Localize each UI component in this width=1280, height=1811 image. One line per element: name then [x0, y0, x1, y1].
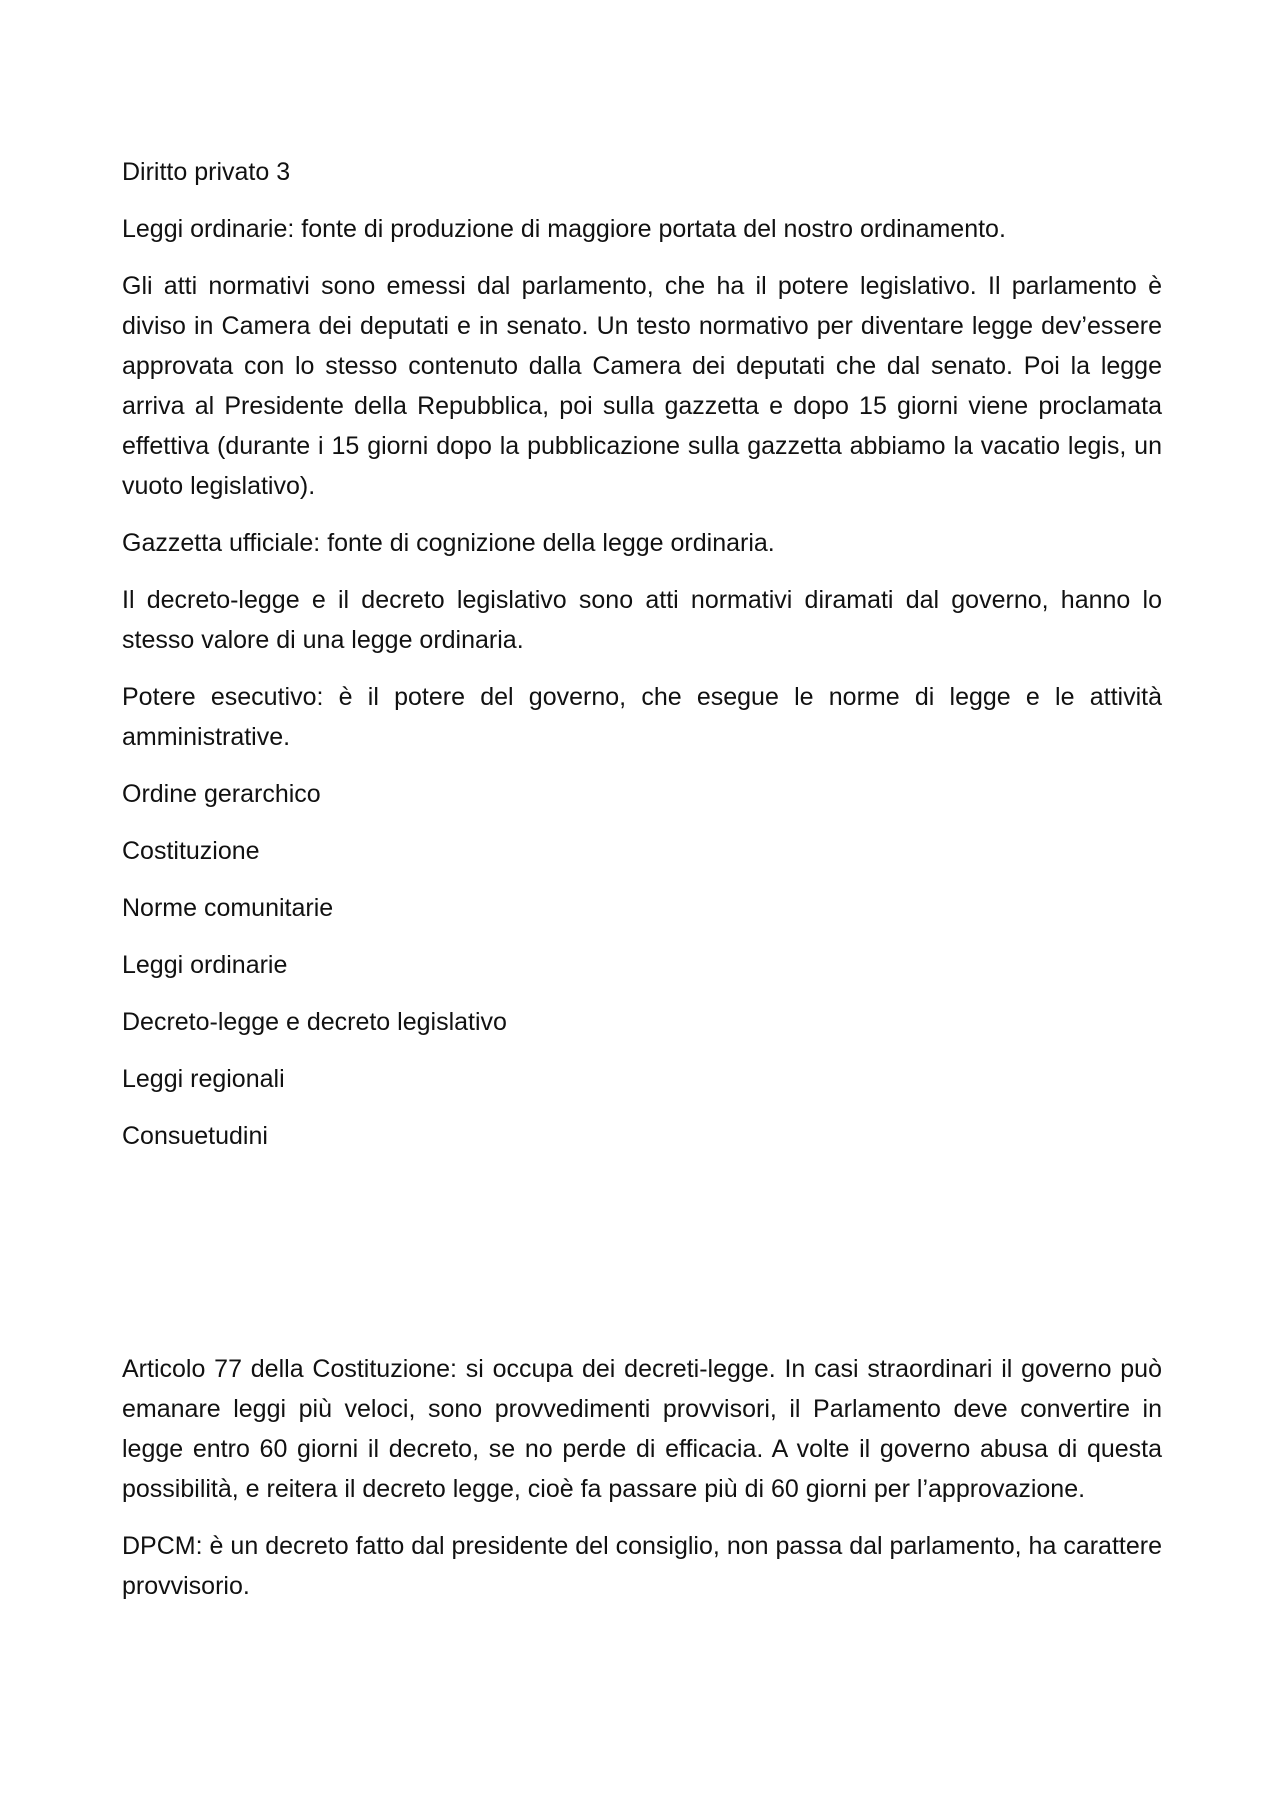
paragraph-gazzetta-ufficiale: Gazzetta ufficiale: fonte di cognizione della legge ordinaria. [122, 529, 775, 557]
document-body-bottom [122, 1349, 1162, 1623]
paragraph-decreto-legge: Il decreto-legge e il decreto legislativo sono atti normativi diramati dal governo, hanno lo stesso valore di una legge ordinaria. [122, 586, 1162, 654]
hierarchy-item: Leggi regionali [122, 1065, 285, 1093]
hierarchy-item: Leggi ordinarie [122, 951, 288, 979]
document-body-top [122, 152, 1162, 1173]
paragraph-potere-esecutivo: Potere esecutivo: è il potere del governo, che esegue le norme di legge e le attività amministrative. [122, 683, 1162, 751]
hierarchy-item: Norme comunitarie [122, 894, 334, 922]
paragraph-atti-normativi: Gli atti normativi sono emessi dal parlamento, che ha il potere legislativo. Il parlamento è diviso in Camera dei deputati e in senato. Un testo normativo per diventare legge dev’essere approvata con lo stesso contenuto dalla Camera dei deputati che dal senato. Poi la legge arriva al Presidente della Repubblica, poi sulla gazzetta e dopo 15 giorni viene proclamata effettiva (durante i 15 giorni dopo la pubblicazione sulla gazzetta abbiamo la vacatio legis, un vuoto legislativo). [122, 272, 1162, 500]
hierarchy-item: Decreto-legge e decreto legislativo [122, 1008, 507, 1036]
paragraph-dpcm: DPCM: è un decreto fatto dal presidente del consiglio, non passa dal parlamento, ha carattere provvisorio. [122, 1532, 1162, 1600]
paragraph-articolo-77: Articolo 77 della Costituzione: si occupa dei decreti-legge. In casi straordinari il governo può emanare leggi più veloci, sono provvedimenti provvisori, il Parlamento deve convertire in legge entro 60 giorni il decreto, se no perde di efficacia. A volte il governo abusa di questa possibilità, e reitera il decreto legge, cioè fa passare più di 60 giorni per l’approvazione. [122, 1355, 1162, 1503]
hierarchy-item: Consuetudini [122, 1122, 268, 1150]
hierarchy-title: Ordine gerarchico [122, 780, 321, 808]
paragraph-leggi-ordinarie: Leggi ordinarie: fonte di produzione di maggiore portata del nostro ordinamento. [122, 215, 1006, 243]
document-title: Diritto privato 3 [122, 158, 291, 186]
hierarchy-item: Costituzione [122, 837, 260, 865]
